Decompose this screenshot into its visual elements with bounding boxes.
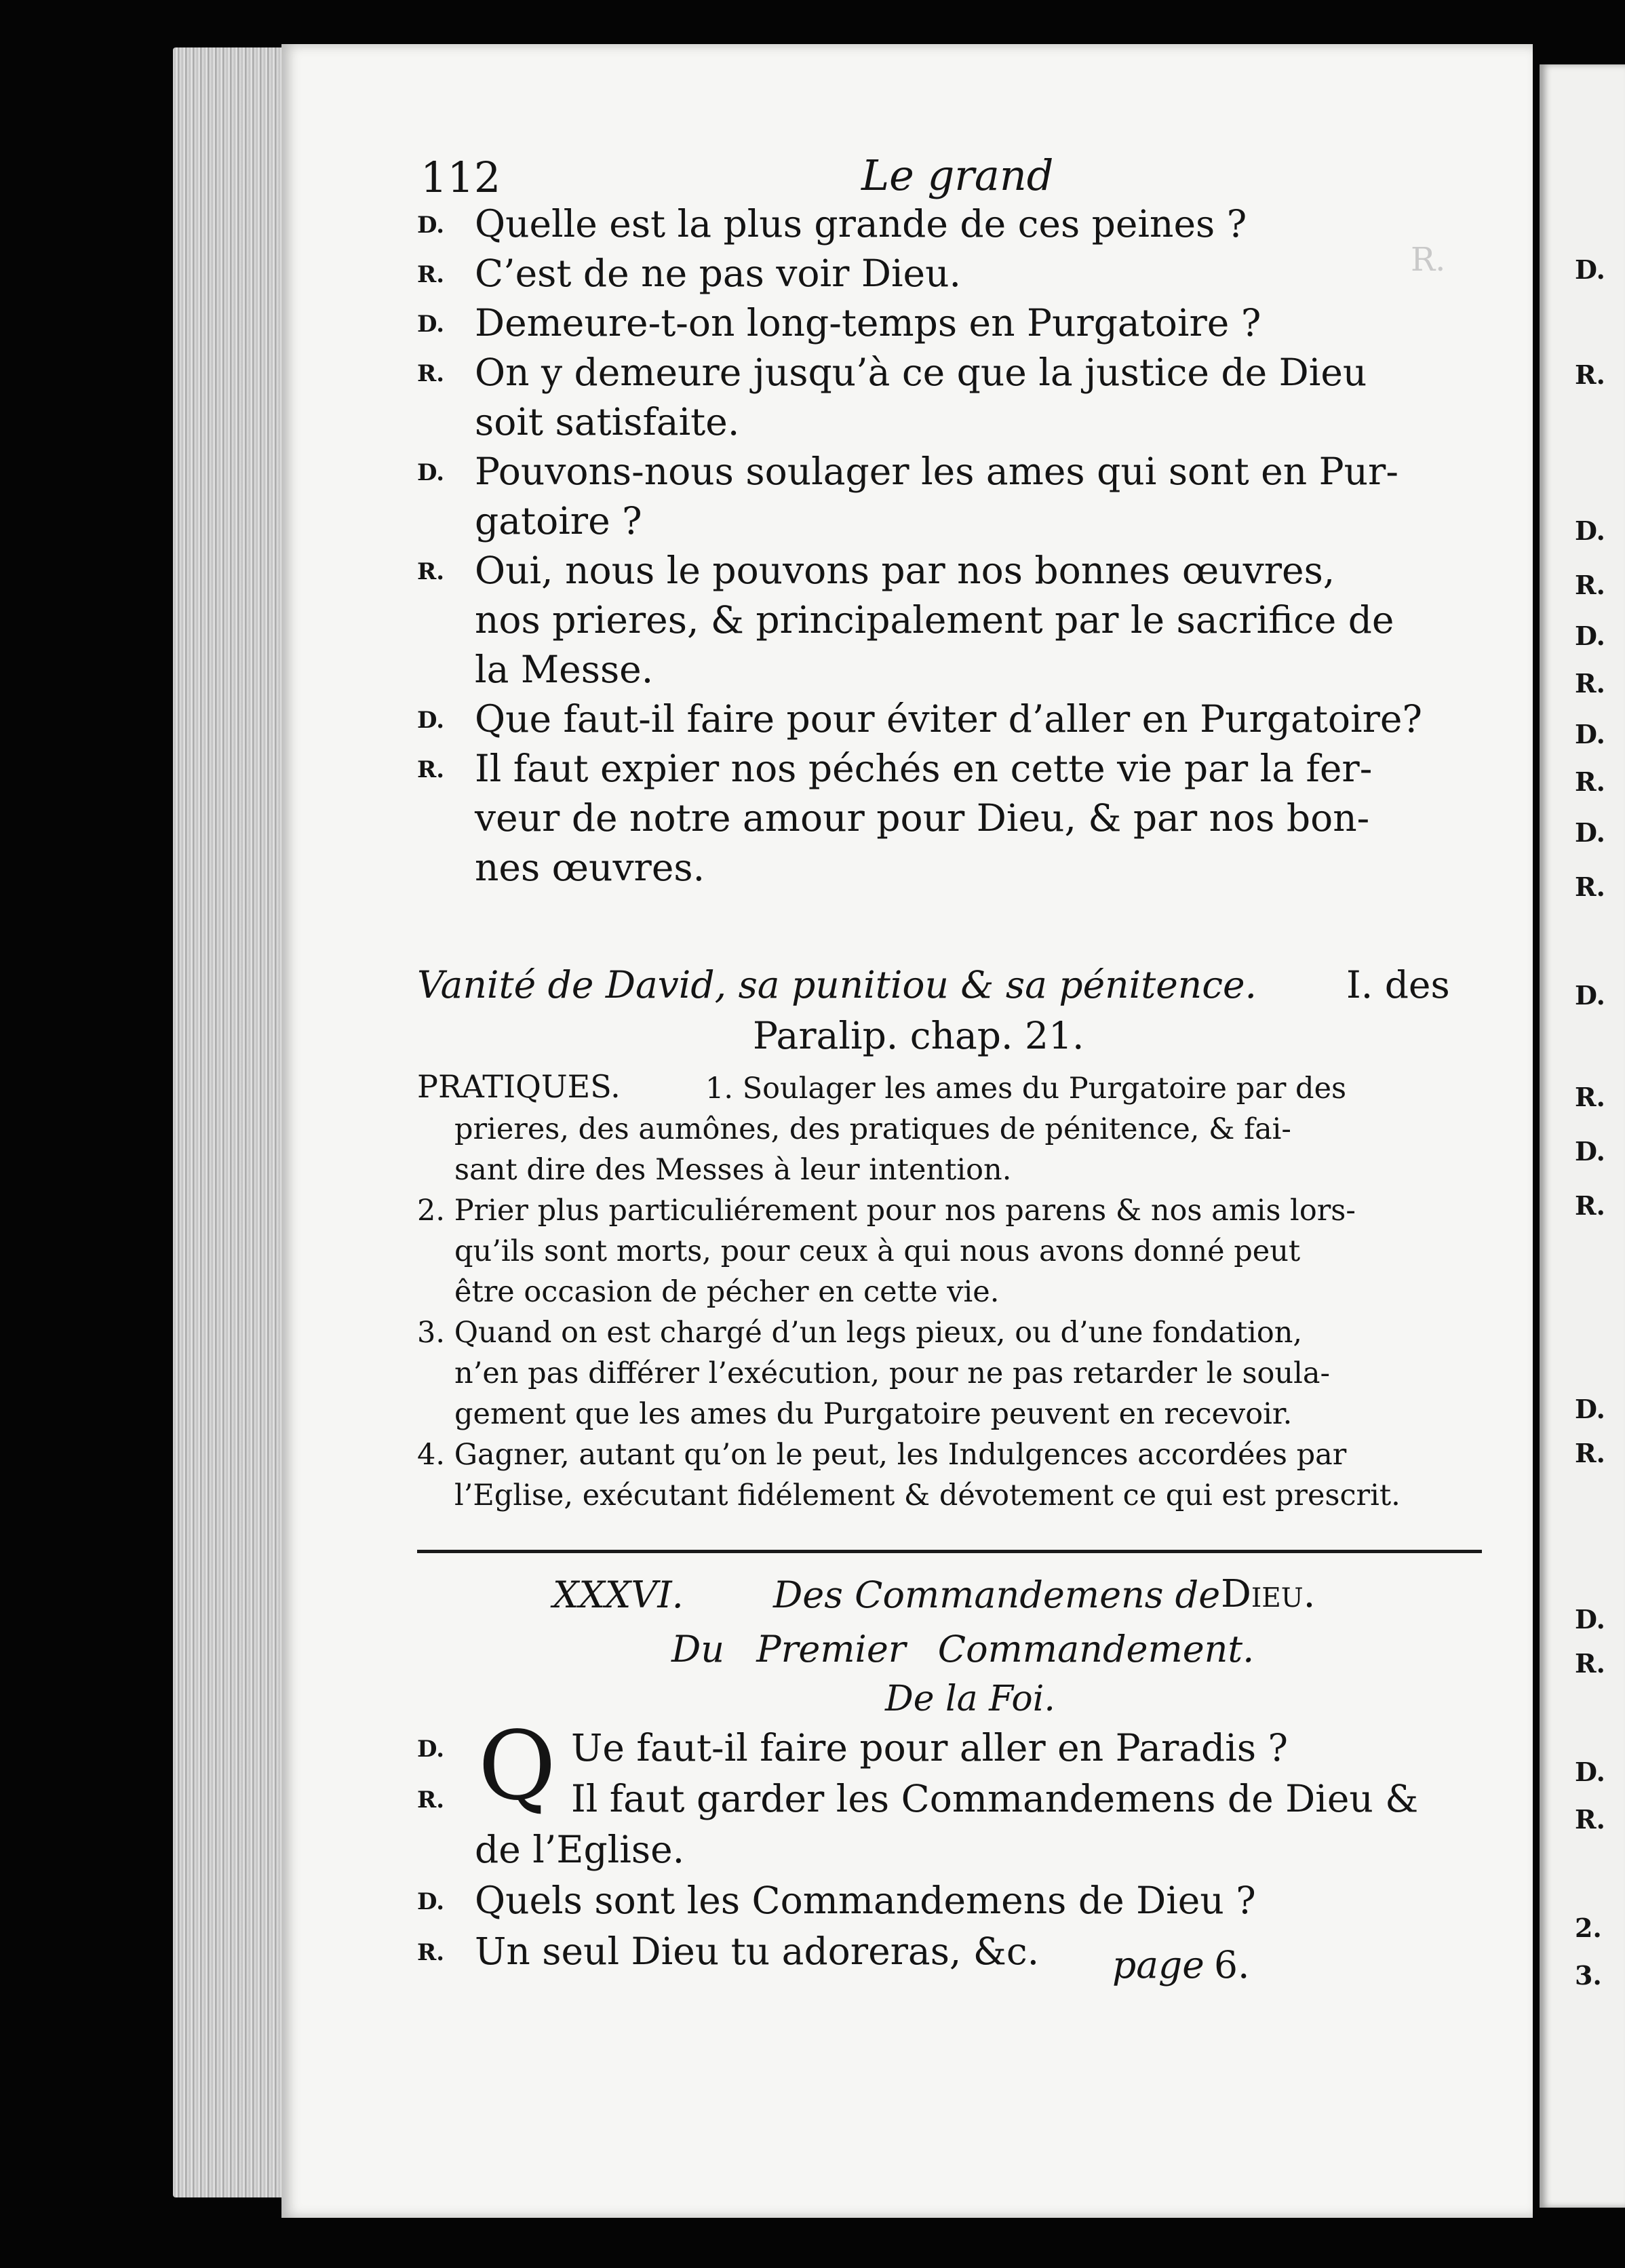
qa-line: C’est de ne pas voir Dieu.	[475, 252, 962, 295]
reference-line-1-roman: I. des	[1346, 963, 1450, 1006]
facing-page-mark: R.	[1575, 570, 1605, 600]
facing-page-mark: R.	[1575, 1190, 1605, 1221]
pratique-line: gement que les ames du Purgatoire peuvent en recevoir.	[454, 1397, 1293, 1431]
facing-page-mark: R.	[1575, 668, 1605, 699]
section-subsubtitle: De la Foi.	[885, 1679, 1055, 1719]
section-divider	[417, 1550, 1482, 1553]
facing-page-mark: D.	[1575, 1136, 1605, 1167]
pratique-line: 3. Quand on est chargé d’un legs pieux, ou d’une fondation,	[417, 1316, 1303, 1350]
qa-tag: R.	[417, 1786, 445, 1814]
facing-page-mark: R.	[1575, 1082, 1605, 1112]
qa-line: Quelle est la plus grande de ces peines ?	[475, 202, 1247, 246]
pratique-line: n’en pas différer l’exécution, pour ne pas retarder le soula-	[454, 1356, 1331, 1390]
facing-page-mark: R.	[1575, 872, 1605, 902]
reference-line-2: Paralip. chap. 21.	[753, 1014, 1084, 1057]
qa-tag: R.	[417, 261, 445, 288]
pratique-line: qu’ils sont morts, pour ceux à qui nous avons donné peut	[454, 1234, 1301, 1268]
qa-line: Quels sont les Commandemens de Dieu ?	[475, 1879, 1256, 1922]
pratique-line: 2. Prier plus particuliérement pour nos parens & nos amis lors-	[417, 1194, 1356, 1228]
facing-page-mark: D.	[1575, 980, 1605, 1011]
qa-tag: R.	[417, 360, 445, 387]
qa-line: Que faut-il faire pour éviter d’aller en Purgatoire?	[475, 697, 1422, 741]
qa-line: Demeure-t-on long-temps en Purgatoire ?	[475, 301, 1261, 345]
section-number: XXXVI.	[553, 1573, 684, 1616]
qa-line: de l’Eglise.	[475, 1828, 685, 1871]
qa-line: nos prieres, & principalement par le sacrifice de	[475, 598, 1394, 642]
qa-line: Oui, nous le pouvons par nos bonnes œuvres,	[475, 549, 1335, 592]
drop-cap: Q	[478, 1711, 556, 1822]
qa-tag: D.	[417, 1736, 445, 1763]
qa-tag: R.	[417, 756, 445, 783]
book-fore-edge	[173, 47, 295, 2197]
facing-page-mark: R.	[1575, 1804, 1605, 1835]
facing-page-mark: D.	[1575, 1757, 1605, 1787]
facing-page-mark: D.	[1575, 254, 1605, 285]
pratique-line: l’Eglise, exécutant fidélement & dévotement ce qui est prescrit.	[454, 1479, 1401, 1512]
facing-page-mark: D.	[1575, 515, 1605, 546]
qa-tag: D.	[417, 212, 445, 239]
pratique-line: 1. Soulager les ames du Purgatoire par des	[705, 1072, 1347, 1106]
reference-line-1-italic: Vanité de David, sa punitiou & sa pénitence.	[417, 963, 1257, 1006]
qa-line: Il faut expier nos péchés en cette vie par la fer-	[475, 747, 1373, 790]
qa-line: veur de notre amour pour Dieu, & par nos bon-	[475, 796, 1370, 840]
qa-tag: D.	[417, 1888, 445, 1915]
pratique-line: prieres, des aumônes, des pratiques de pénitence, & fai-	[454, 1112, 1291, 1146]
running-title: Le grand	[861, 151, 1054, 200]
qa-line: Il faut garder les Commandemens de Dieu &	[571, 1777, 1419, 1820]
page-reference-italic: page	[1112, 1943, 1205, 1987]
pratique-line: 4. Gagner, autant qu’on le peut, les Indulgences accordées par	[417, 1438, 1347, 1472]
page-number: 112	[420, 153, 501, 202]
facing-page-mark: R.	[1575, 1438, 1605, 1468]
facing-page-mark: R.	[1575, 766, 1605, 797]
page-reference-number: 6.	[1214, 1943, 1250, 1987]
section-title: Des Commandemens de	[773, 1573, 1221, 1616]
section-subtitle: Du Premier Commandement.	[671, 1628, 1255, 1670]
qa-line: gatoire ?	[475, 499, 642, 543]
section-title-caps: Dieu.	[1221, 1572, 1316, 1616]
qa-line: Un seul Dieu tu adoreras, &c.	[475, 1930, 1040, 1973]
facing-page-mark: D.	[1575, 817, 1605, 848]
qa-line: On y demeure jusqu’à ce que la justice de Dieu	[475, 351, 1367, 394]
qa-line: nes œuvres.	[475, 846, 705, 889]
qa-line: Ue faut-il faire pour aller en Paradis ?	[571, 1726, 1289, 1770]
qa-tag: D.	[417, 707, 445, 734]
pratique-line: sant dire des Messes à leur intention.	[454, 1153, 1012, 1187]
facing-page-mark: 2.	[1575, 1913, 1602, 1943]
facing-page-mark: D.	[1575, 621, 1605, 651]
qa-tag: D.	[417, 459, 445, 486]
qa-tag: D.	[417, 311, 445, 338]
qa-line: Pouvons-nous soulager les ames qui sont en Pur-	[475, 450, 1398, 493]
facing-page-mark: D.	[1575, 719, 1605, 749]
facing-page-mark: 3.	[1575, 1960, 1602, 1991]
qa-tag: R.	[417, 558, 445, 585]
facing-page-mark: R.	[1575, 1648, 1605, 1679]
facing-page-mark: R.	[1575, 359, 1605, 390]
facing-page-mark: D.	[1575, 1394, 1605, 1424]
pratiques-heading: PRATIQUES.	[417, 1068, 621, 1105]
qa-line: soit satisfaite.	[475, 400, 740, 444]
pratique-line: être occasion de pécher en cette vie.	[454, 1275, 1000, 1309]
qa-tag: R.	[417, 1939, 445, 1966]
qa-line: la Messe.	[475, 648, 654, 691]
bleed-through: R.	[1411, 241, 1446, 279]
facing-page-mark: D.	[1575, 1604, 1605, 1635]
